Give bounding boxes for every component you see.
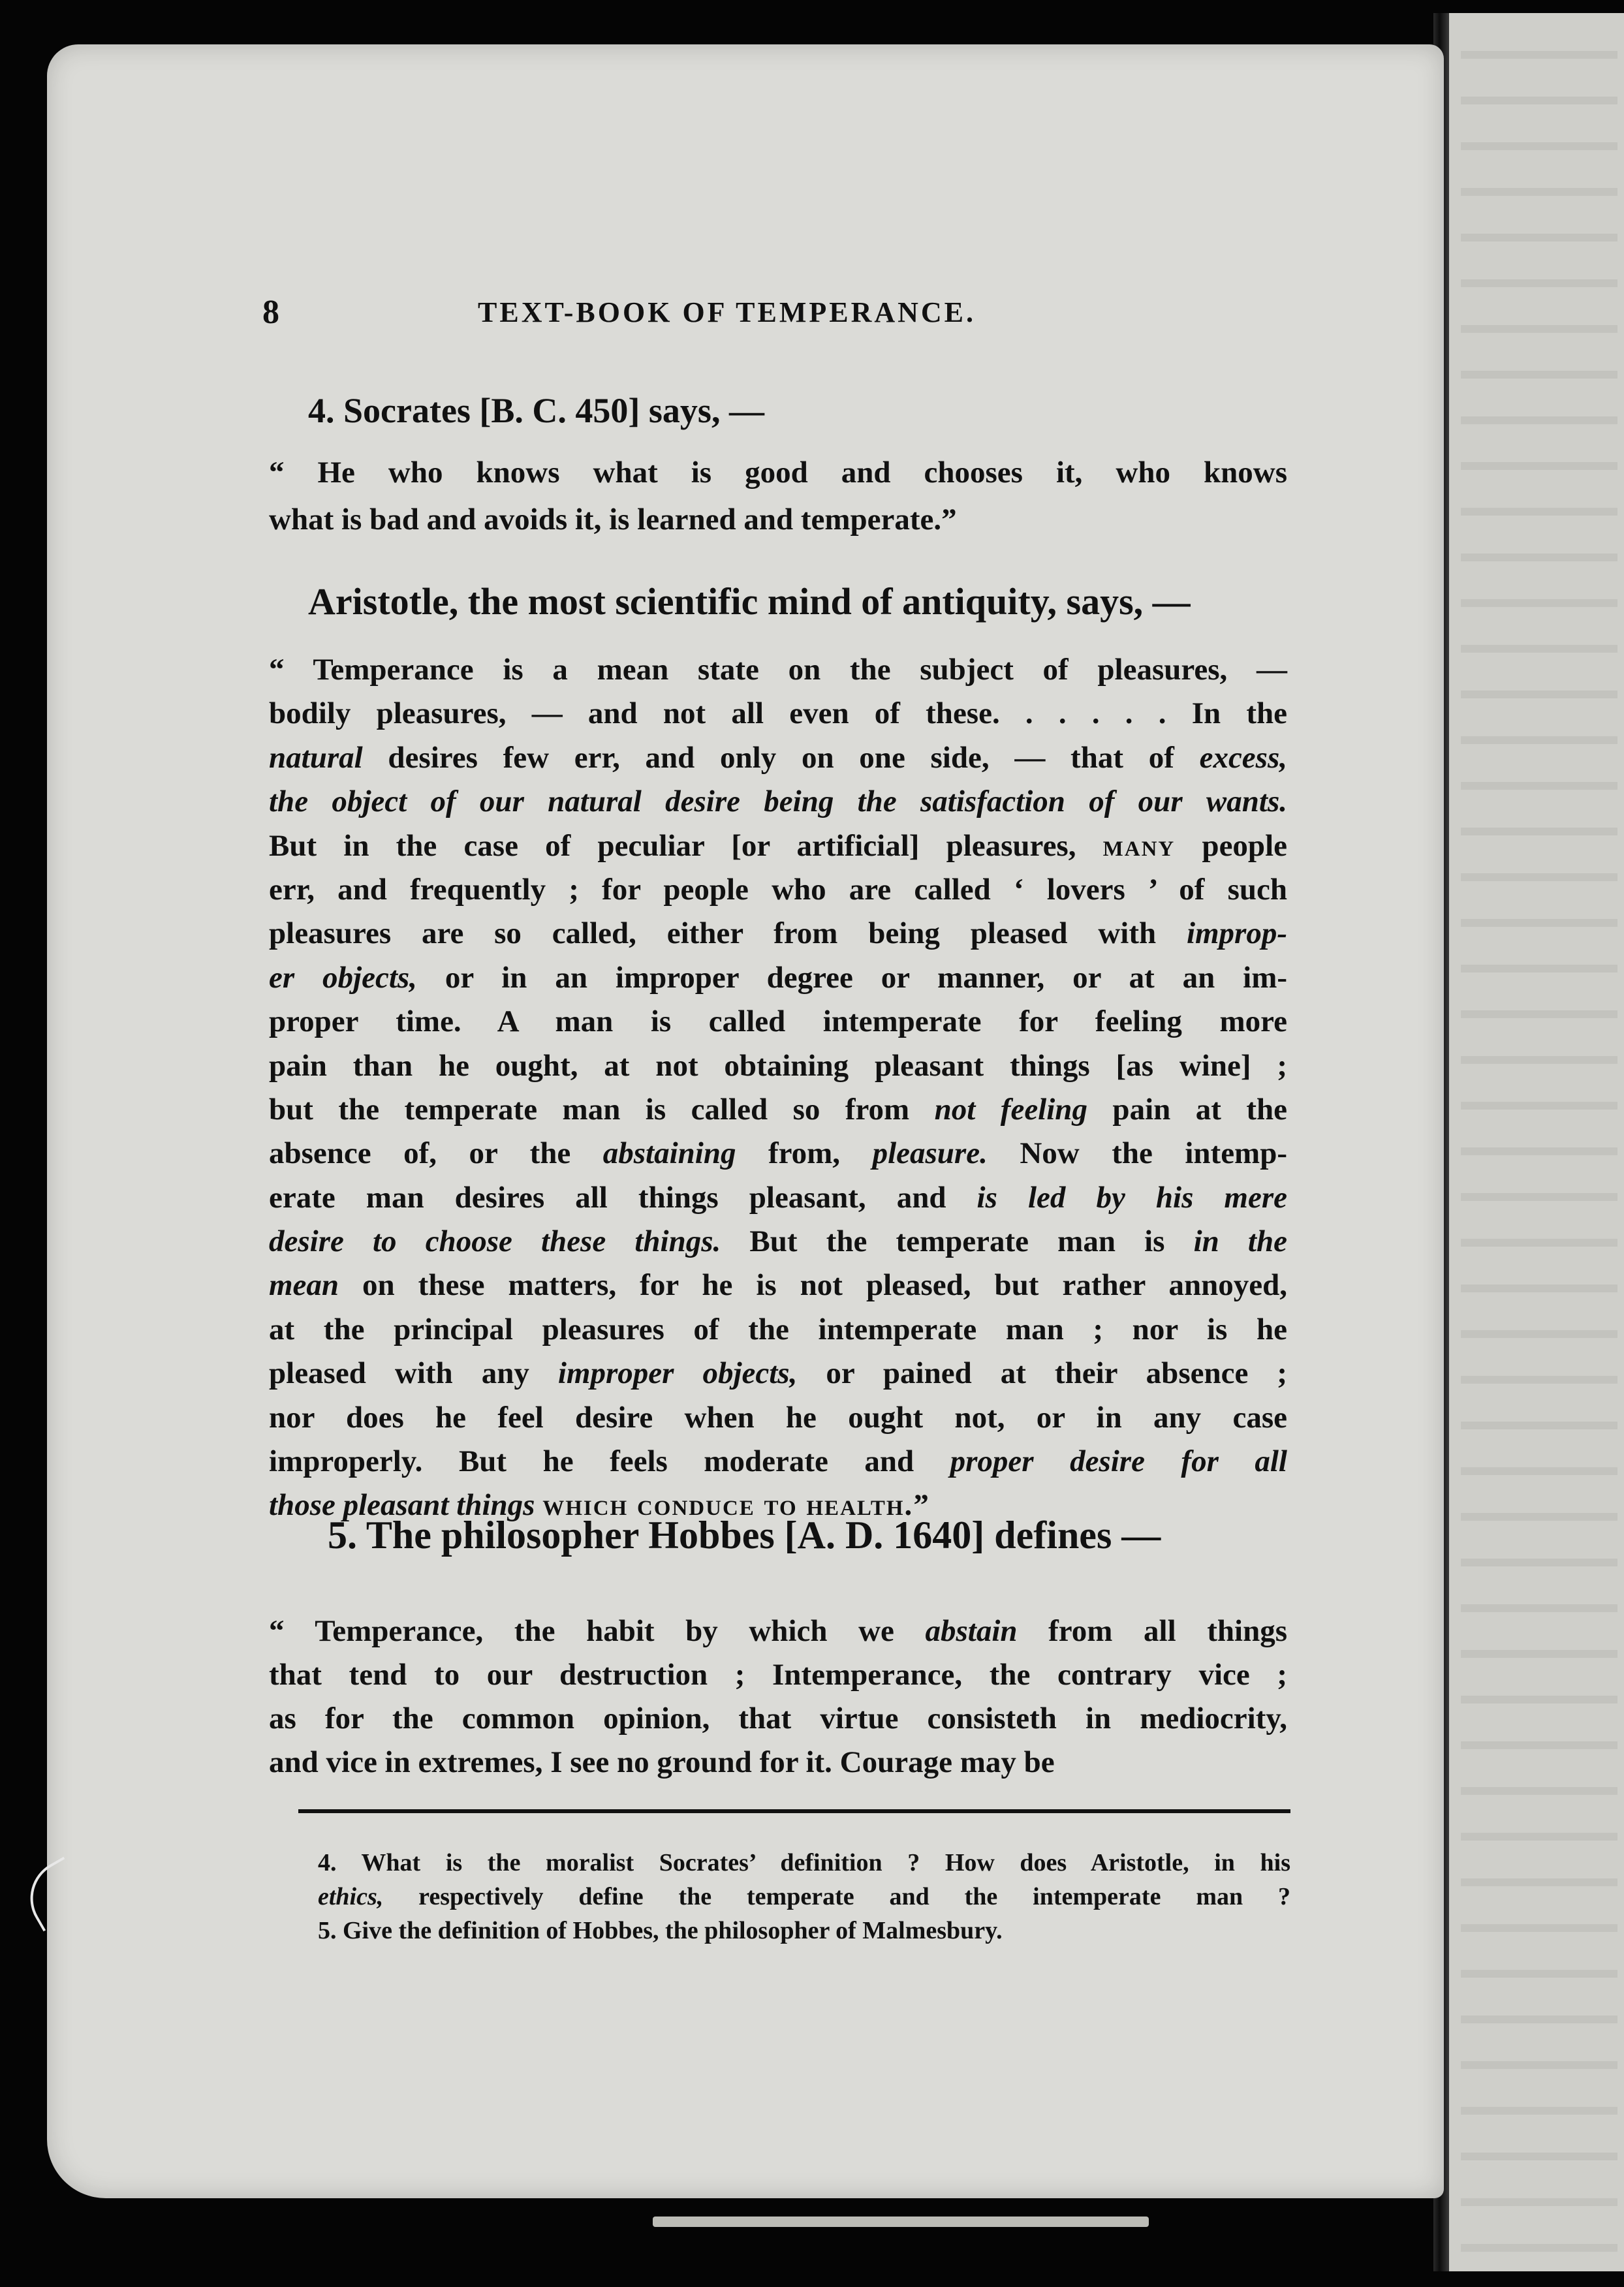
italic-run: pleasure. xyxy=(872,1136,988,1171)
text-line xyxy=(269,648,1287,692)
text-run: or pained at their absence ; xyxy=(797,1356,1288,1391)
aristotle-quote xyxy=(269,648,1287,1528)
text-run: as for the common opinion, that virtue consisteth in mediocrity, xyxy=(269,1702,1287,1735)
page-content xyxy=(47,44,1444,2198)
text-run: pain at the xyxy=(1087,1092,1288,1127)
text-run: ” xyxy=(913,1488,929,1523)
study-questions xyxy=(318,1846,1290,1948)
running-title: TEXT-BOOK OF TEMPERANCE. xyxy=(478,296,976,328)
text-line xyxy=(269,1440,1287,1484)
text-line xyxy=(269,1697,1287,1741)
text-line xyxy=(269,1352,1287,1395)
italic-run: ethics, xyxy=(318,1883,384,1910)
italic-run: improp- xyxy=(1186,916,1287,951)
italic-run: is led by his mere xyxy=(976,1180,1287,1215)
text-line xyxy=(318,1914,1290,1948)
text-run: proper time. A man is called intemperate for feeling more xyxy=(269,1004,1287,1039)
text-run: absence of, or the xyxy=(269,1136,603,1171)
text-line xyxy=(269,1088,1287,1132)
text-run: at the principal pleasures of the intemperate man ; nor is he xyxy=(269,1312,1287,1346)
text-line xyxy=(269,1741,1287,1784)
hobbes-quote xyxy=(269,1610,1287,1784)
text-line xyxy=(269,692,1287,736)
italic-run: in the xyxy=(1193,1224,1287,1259)
text-run: err, and frequently ; for people who are called ‘ lovers ’ of such xyxy=(269,872,1287,907)
italic-run: improper objects, xyxy=(557,1356,798,1391)
italic-run: er objects, xyxy=(269,960,417,995)
text-run: But in the case of peculiar [or artificial] pleasures, xyxy=(269,828,1103,863)
section-5-heading: 5. The philosopher Hobbes [A. D. 1640] defines — xyxy=(328,1514,1161,1557)
text-run: and vice in extremes, I see no ground for it. Courage may be xyxy=(269,1745,1055,1779)
book-page xyxy=(47,44,1444,2198)
italic-run: abstaining xyxy=(602,1136,736,1171)
aristotle-heading: Aristotle, the most scientific mind of antiquity, says, — xyxy=(308,580,1191,623)
italic-run: those pleasant things xyxy=(269,1488,535,1523)
text-run: But the temperate man is xyxy=(721,1224,1194,1259)
text-run: that tend to our destruction ; Intemperance, the contrary vice ; xyxy=(269,1658,1287,1692)
facing-page xyxy=(1449,13,1624,2271)
text-run: pleasures are so called, either from being pleased with xyxy=(269,916,1187,951)
text-run: erate man desires all things pleasant, and xyxy=(269,1180,977,1215)
bleed-through-text xyxy=(1461,13,1617,2271)
text-run: desires few err, and only on one side, — that of xyxy=(362,740,1200,775)
text-run: bodily pleasures, — and not all even of these. . . . . . In the xyxy=(269,696,1287,731)
text-line xyxy=(269,824,1287,868)
italic-run: natural xyxy=(269,740,363,775)
section-4-heading: 4. Socrates [B. C. 450] says, — xyxy=(308,391,764,430)
page-bottom-edge xyxy=(653,2217,1149,2227)
small-caps-run: many xyxy=(1102,828,1176,863)
text-run: nor does he feel desire when he ought not, or in any case xyxy=(269,1400,1287,1435)
italic-run: the object of our natural desire being the satisfaction of our wants. xyxy=(269,785,1287,819)
text-run: on these matters, for he is not pleased, but rather annoyed, xyxy=(339,1268,1287,1303)
text-line xyxy=(318,1880,1290,1914)
text-line xyxy=(318,1846,1290,1880)
text-run: pleased with any xyxy=(269,1356,558,1391)
quote-line: what is bad and avoids it, is learned and temperate.” xyxy=(269,503,957,537)
text-line xyxy=(269,1176,1287,1220)
text-run: Now the intemp- xyxy=(987,1136,1288,1171)
text-line xyxy=(269,1000,1287,1044)
text-run: “ Temperance, the habit by which we xyxy=(269,1614,926,1648)
italic-run: mean xyxy=(269,1268,339,1303)
small-caps-run: which conduce to health. xyxy=(542,1488,914,1523)
italic-run: desire to choose these things. xyxy=(269,1224,721,1259)
text-line xyxy=(269,1264,1287,1307)
text-line xyxy=(269,1220,1287,1264)
italic-run: proper desire for all xyxy=(950,1444,1287,1479)
text-run: or in an improper degree or manner, or at an im- xyxy=(416,960,1288,995)
italic-run: abstain xyxy=(925,1614,1018,1648)
text-line xyxy=(269,780,1287,824)
text-line xyxy=(269,1396,1287,1440)
text-line xyxy=(269,1308,1287,1352)
text-run: respectively define the temperate and the intemperate man ? xyxy=(383,1883,1290,1910)
text-line xyxy=(269,868,1287,912)
text-line xyxy=(269,912,1287,956)
quote-line: “ He who knows what is good and chooses it, who knows xyxy=(269,456,1287,490)
text-run: people xyxy=(1175,828,1287,863)
italic-run: not feeling xyxy=(934,1092,1087,1127)
text-run: improperly. But he feels moderate and xyxy=(269,1444,950,1479)
text-run: 4. What is the moralist Socrates’ definition ? How does Aristotle, in his xyxy=(318,1849,1290,1876)
text-run: 5. Give the definition of Hobbes, the philosopher of Malmesbury. xyxy=(318,1917,1003,1944)
text-line xyxy=(269,1132,1287,1175)
footnote-rule xyxy=(298,1809,1290,1813)
text-line xyxy=(269,1044,1287,1088)
text-line xyxy=(269,956,1287,1000)
text-run: from all things xyxy=(1017,1614,1287,1648)
text-run: from, xyxy=(736,1136,873,1171)
text-run: “ Temperance is a mean state on the subject of pleasures, — xyxy=(269,653,1287,687)
text-line xyxy=(269,1610,1287,1653)
text-run: but the temperate man is called so from xyxy=(269,1092,935,1127)
text-line xyxy=(269,736,1287,780)
page-number: 8 xyxy=(262,294,282,331)
text-run: pain than he ought, at not obtaining pleasant things [as wine] ; xyxy=(269,1048,1287,1083)
italic-run: excess, xyxy=(1199,740,1287,775)
text-line xyxy=(269,1653,1287,1697)
socrates-quote xyxy=(269,449,1287,543)
